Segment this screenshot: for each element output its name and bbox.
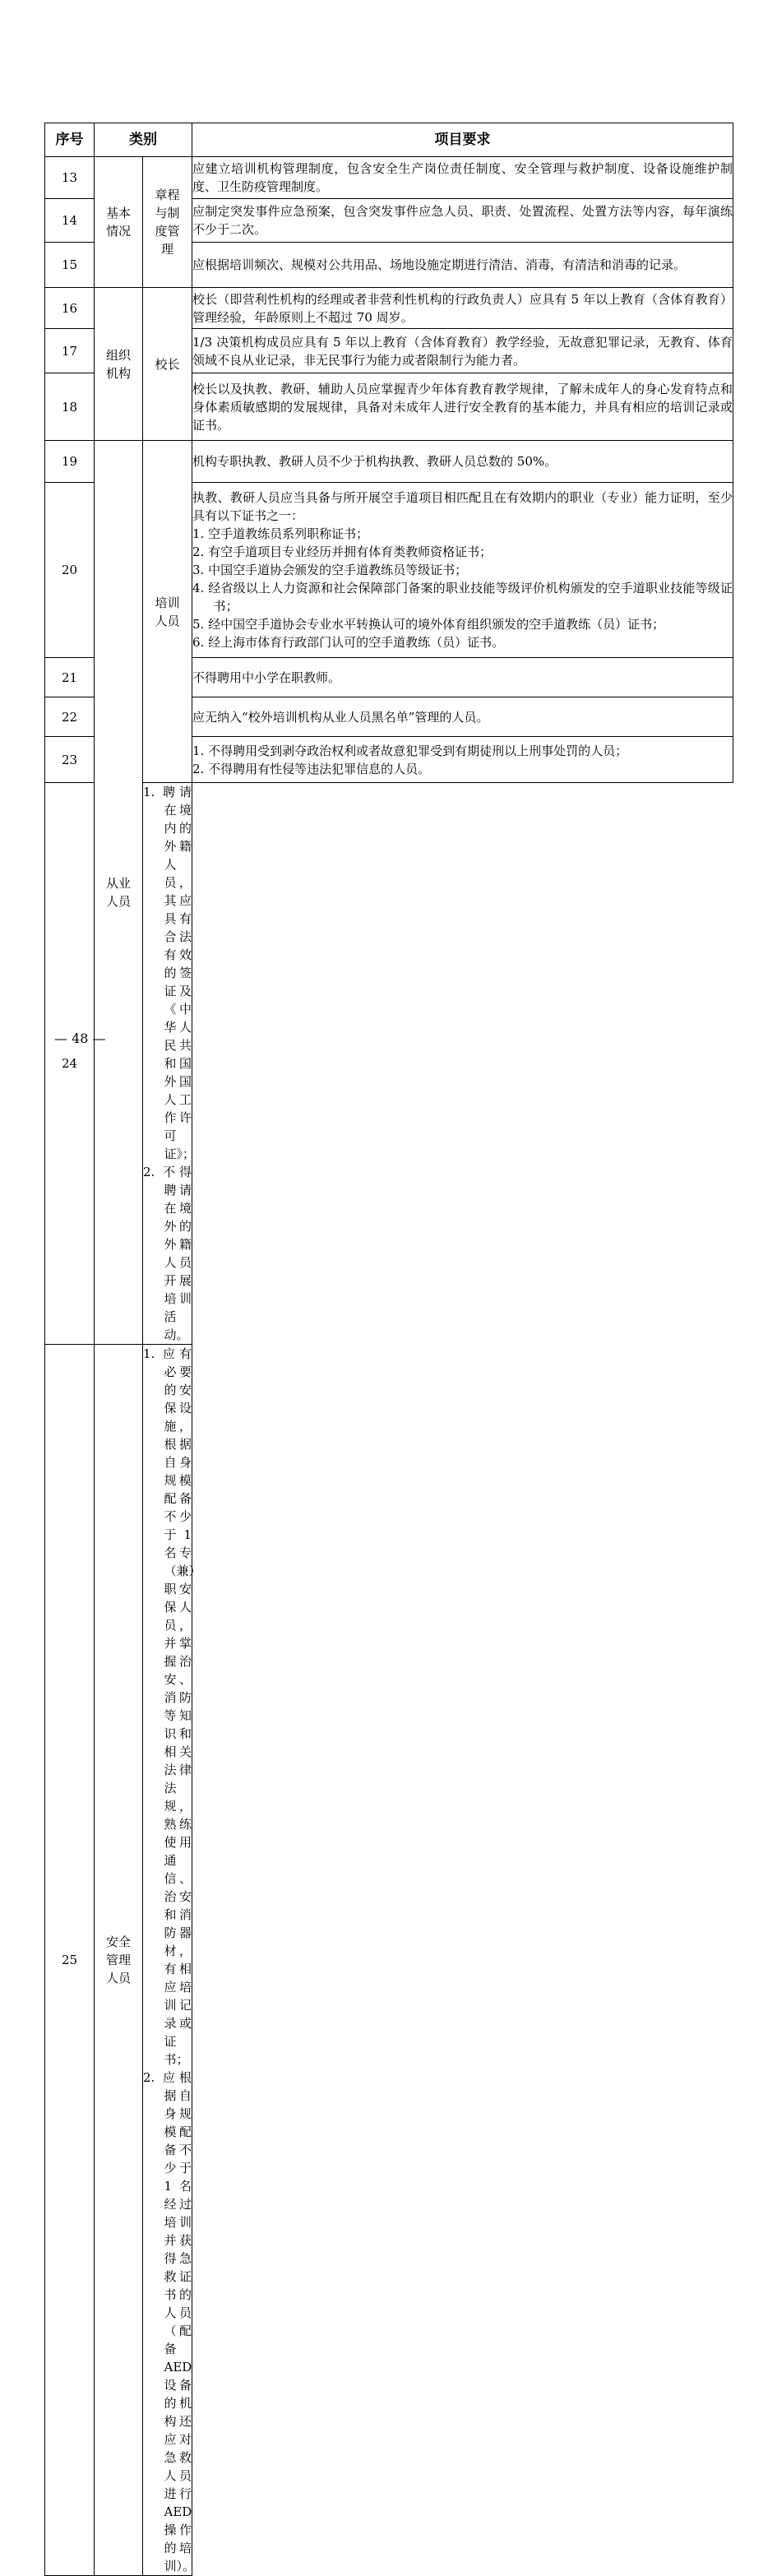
subcategory-principal: 校长 bbox=[143, 288, 192, 441]
list-item: 6. 经上海市体育行政部门认可的空手道教练（员）证书。 bbox=[192, 635, 505, 650]
list-item: 4. 经省级以上人力资源和社会保障部门备案的职业技能等级评价机构颁发的空手道职业技能等级证书； bbox=[192, 581, 733, 614]
page-number: — 48 — bbox=[54, 1031, 106, 1046]
requirement-text bbox=[143, 783, 196, 1345]
header-no: 序号 bbox=[45, 123, 95, 157]
requirement-text: 校长（即营利性机构的经理或者非营利性机构的行政负责人）应具有 5 年以上教育（含体育教育）管理经验，年龄原则上不超过 70 周岁。 bbox=[192, 288, 733, 329]
requirement-text: 校长以及执教、教研、辅助人员应掌握青少年体育教育教学规律，了解未成年人的身心发育特点和身体素质敏感期的发展规律，具备对未成年人进行安全教育的基本能力，并具有相应的培训记录或证书。 bbox=[192, 373, 733, 441]
requirement-text bbox=[192, 737, 733, 783]
category-basic: 基本情况 bbox=[95, 157, 143, 288]
row-number: 19 bbox=[45, 441, 95, 483]
requirement-text bbox=[192, 483, 733, 658]
row-number: 18 bbox=[45, 373, 95, 441]
requirement-text: 应建立培训机构管理制度，包含安全生产岗位责任制度、安全管理与救护制度、设备设施维护制度、卫生防疫管理制度。 bbox=[192, 157, 733, 199]
list-item: 3. 中国空手道协会颁发的空手道教练员等级证书； bbox=[192, 563, 468, 577]
list-item: 1. 不得聘用受到剥夺政治权利或者故意犯罪受到有期徒刑以上刑事处罚的人员； bbox=[192, 743, 628, 758]
requirement-text: 不得聘用中小学在职教师。 bbox=[192, 658, 733, 697]
requirement-text: 应无纳入“校外培训机构从业人员黑名单”管理的人员。 bbox=[192, 697, 733, 737]
row-number: 21 bbox=[45, 658, 95, 697]
list-item: 2. 应根据自身规模配备不少于 1 名经过培训并获得急救证书的人员（配备 AED 设备的机构还应对急救人员进行 AED 操作的培训）。 bbox=[143, 2070, 196, 2574]
list-item: 1. 聘请在境内的外籍人员，其应具有合法有效的签证及《中华人民共和国外国人工作许可证》； bbox=[143, 785, 196, 1161]
list-item: 1. 空手道教练员系列职称证书； bbox=[192, 526, 369, 541]
requirement-text: 应制定突发事件应急预案，包含突发事件应急人员、职责、处置流程、处置方法等内容，每年演练不少于二次。 bbox=[192, 199, 733, 243]
row-number: 15 bbox=[45, 243, 95, 288]
list-item: 2. 有空手道项目专业经历并拥有体育类教师资格证书； bbox=[192, 544, 493, 559]
requirement-text: 机构专职执教、教研人员不少于机构执教、教研人员总数的 50%。 bbox=[192, 441, 733, 483]
row-number: 17 bbox=[45, 329, 95, 373]
table-row bbox=[45, 783, 733, 1345]
header-requirement: 项目要求 bbox=[192, 123, 733, 157]
requirements-table bbox=[44, 123, 733, 2576]
subcategory-rules: 章程与制度管理 bbox=[143, 157, 192, 288]
row-number: 14 bbox=[45, 199, 95, 243]
requirement-text bbox=[143, 1345, 201, 2576]
subcategory-trainers: 培训人员 bbox=[143, 441, 192, 783]
list-item: 5. 经中国空手道协会专业水平转换认可的境外体育组织颁发的空手道教练（员）证书； bbox=[192, 617, 665, 632]
row-number: 23 bbox=[45, 737, 95, 783]
row-number: 13 bbox=[45, 157, 95, 199]
requirement-text: 应根据培训频次、规模对公共用品、场地设施定期进行清洁、消毒，有清洁和消毒的记录。 bbox=[192, 243, 733, 288]
table-header-row bbox=[45, 123, 733, 157]
category-staff: 从业人员 bbox=[95, 441, 143, 1345]
table-row bbox=[45, 157, 733, 199]
table-row bbox=[45, 288, 733, 329]
row-number: 24 bbox=[45, 783, 95, 1345]
row-number: 25 bbox=[45, 1345, 95, 2576]
list-item: 1. 应有必要的安保设施，根据自身规模配备不少于 1 名专（兼）职安保人员，并掌握治安、消防等知识和相关法律法规，熟练使用通信、治安和消防器材，有相应培训记录或证书； bbox=[143, 1346, 201, 2067]
header-category: 类别 bbox=[95, 123, 192, 157]
subcategory-security: 安全管理人员 bbox=[95, 1345, 143, 2576]
row-number: 16 bbox=[45, 288, 95, 329]
row-number: 20 bbox=[45, 483, 95, 658]
list-item: 2. 不得聘用有性侵等违法犯罪信息的人员。 bbox=[192, 761, 431, 776]
row-number: 22 bbox=[45, 697, 95, 737]
table-row bbox=[45, 1345, 733, 2576]
requirement-text: 1/3 决策机构成员应具有 5 年以上教育（含体育教育）教学经验，无故意犯罪记录，无教育、体育领域不良从业记录，非无民事行为能力或者限制行为能力者。 bbox=[192, 329, 733, 373]
requirement-intro: 执教、教研人员应当具备与所开展空手道项目相匹配且在有效期内的职业（专业）能力证明，至少具有以下证书之一： bbox=[192, 490, 733, 523]
category-organization: 组织机构 bbox=[95, 288, 143, 441]
table-row bbox=[45, 441, 733, 483]
list-item: 2. 不得聘请在境外的外籍人员开展培训活动。 bbox=[143, 1165, 192, 1342]
